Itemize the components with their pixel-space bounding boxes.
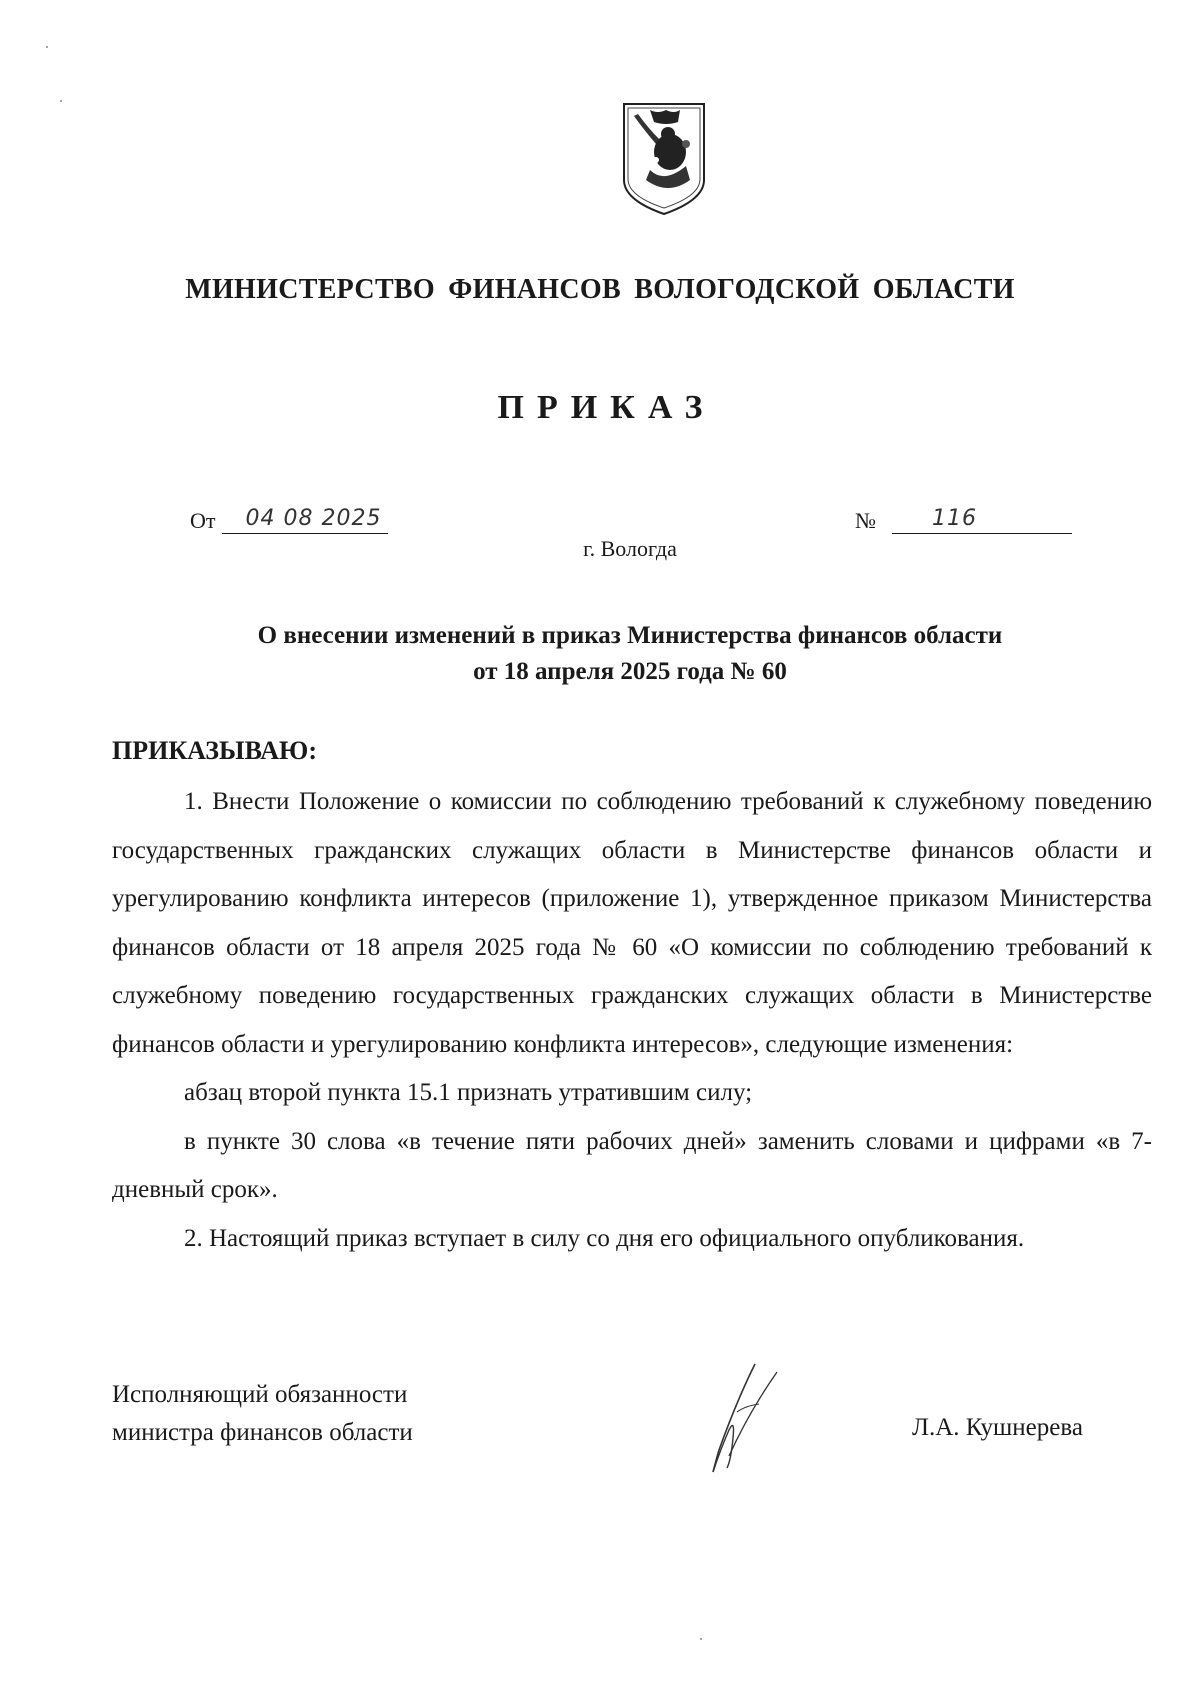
- subject-line-2: от 18 апреля 2025 года № 60: [473, 658, 787, 685]
- coat-of-arms-emblem: [620, 100, 708, 218]
- city-name: г. Вологда: [583, 536, 677, 561]
- position-line-1: Исполняющий обязанности: [112, 1381, 408, 1408]
- number-field-row: [855, 505, 1072, 534]
- handwritten-signature: [685, 1360, 785, 1480]
- date-value: 04 08 2025: [245, 506, 382, 531]
- ministry-name: МИНИСТЕРСТВО ФИНАНСОВ ВОЛОГОДСКОЙ ОБЛАСТИ: [185, 274, 1015, 305]
- document-subject: [0, 618, 1200, 690]
- scan-speck: [46, 46, 48, 48]
- item-2-paragraph: 2. Настоящий приказ вступает в силу со дня его официального опубликования.: [184, 1224, 1025, 1252]
- document-body: [112, 778, 1152, 1263]
- scan-speck: [60, 100, 62, 102]
- subject-line-1: О внесении изменений в приказ Министерства финансов области: [257, 622, 1003, 649]
- date-field-row: [190, 505, 388, 534]
- number-label: №: [855, 508, 876, 533]
- number-value: 116: [932, 506, 977, 531]
- decree-heading: ПРИКАЗЫВАЮ:: [112, 736, 317, 765]
- signatory-name: Л.А. Кушнерева: [912, 1414, 1083, 1441]
- item-1-paragraph: 1. Внести Положение о комиссии по соблюдению требований к служебному поведению государственных гражданских служащих области в Министерстве финансов области и урегулированию конфликта интересов (приложение 1), утвержденное приказом Министерства финансов области от 18 апреля 2025 года № 60 «О комиссии по соблюдению требований к служебному поведению государственных гражданских служащих области в Министерстве финансов области и урегулированию конфликта интересов», следующие изменения:: [112, 788, 1152, 1058]
- date-field: [222, 505, 388, 534]
- signatory-position: [112, 1376, 413, 1452]
- document-type-title: ПРИКАЗ: [497, 389, 716, 426]
- number-field: [892, 505, 1072, 534]
- scan-speck: [700, 1638, 702, 1640]
- change-2-paragraph: в пункте 30 слова «в течение пяти рабочих дней» заменить словами и цифрами «в 7-дневный срок».: [112, 1127, 1152, 1203]
- change-1-paragraph: абзац второй пункта 15.1 признать утратившим силу;: [184, 1079, 753, 1106]
- position-line-2: министра финансов области: [112, 1419, 413, 1446]
- date-label: От: [190, 508, 216, 533]
